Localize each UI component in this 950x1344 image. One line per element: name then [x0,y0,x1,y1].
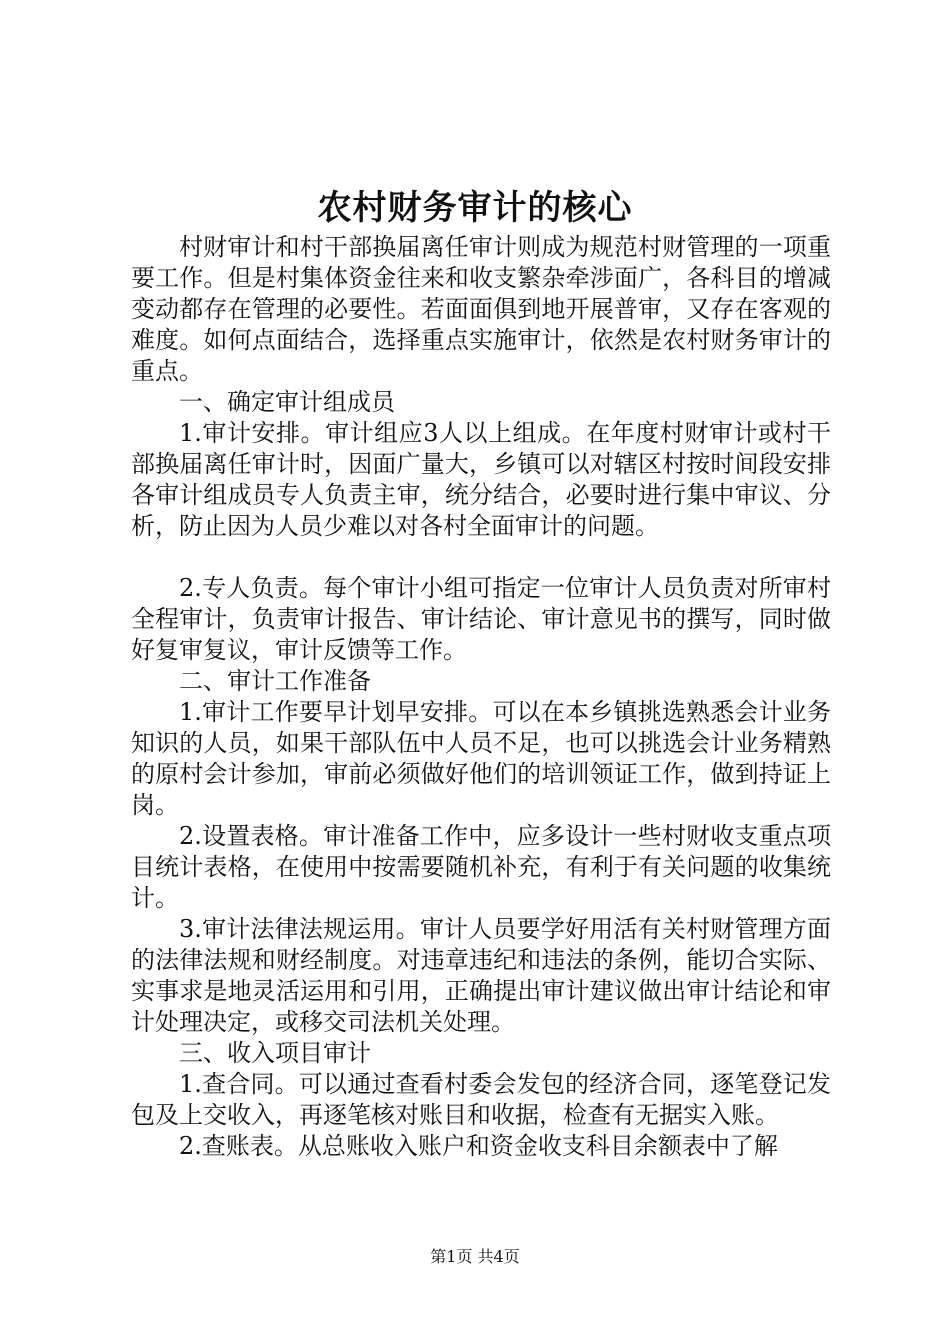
paragraph-check-ledgers: 2.查账表。从总账收入账户和资金收支科目余额表中了解 [179,1132,778,1160]
paragraph-set-up-forms: 2.设置表格。审计准备工作中，应多设计一些村财收支重点项目统计表格，在使用中按需要随机补充，有利于有关问题的收集统计。 [131,822,831,912]
page-footer: 第1页 共4页 [430,1247,520,1266]
document-body [131,232,831,1162]
paragraph-check-contracts: 1.查合同。可以通过查看村委会发包的经济合同，逐笔登记发包及上交收入，再逐笔核对账目和收据，检查有无据实入账。 [131,1070,831,1129]
paragraph-audit-arrangement: 1.审计安排。审计组应3人以上组成。在年度村财审计或村干部换届离任审计时，因面广量大，乡镇可以对辖区村按时间段安排各审计组成员专人负责主审，统分结合，必要时进行集中审议、分析，防止因为人员少难以对各村全面审计的问题。 [131,419,831,540]
section-heading-3: 三、收入项目审计 [179,1039,371,1067]
paragraph-intro: 村财审计和村干部换届离任审计则成为规范村财管理的一项重要工作。但是村集体资金往来和收支繁杂牵涉面广，各科目的增减变动都存在管理的必要性。若面面俱到地开展普审，又存在客观的难度。如何点面结合，选择重点实施审计，依然是农村财务审计的重点。 [131,233,831,385]
paragraph-laws-regulations: 3.审计法律法规运用。审计人员要学好用活有关村财管理方面的法律法规和财经制度。对违章违纪和违法的条例，能切合实际、实事求是地灵活运用和引用，正确提出审计建议做出审计结论和审计处理决定，或移交司法机关处理。 [131,915,831,1036]
paragraph-dedicated-responsibility: 2.专人负责。每个审计小组可指定一位审计人员负责对所审村全程审计，负责审计报告、审计结论、审计意见书的撰写，同时做好复审复议，审计反馈等工作。 [131,574,831,664]
section-heading-2: 二、审计工作准备 [179,667,371,695]
paragraph-early-planning: 1.审计工作要早计划早安排。可以在本乡镇挑选熟悉会计业务知识的人员，如果干部队伍中人员不足，也可以挑选会计业务精熟的原村会计参加，审前必须做好他们的培训领证工作，做到持证上岗。 [131,698,831,819]
document-title: 农村财务审计的核心 [317,188,633,228]
section-heading-1: 一、确定审计组成员 [179,388,395,416]
